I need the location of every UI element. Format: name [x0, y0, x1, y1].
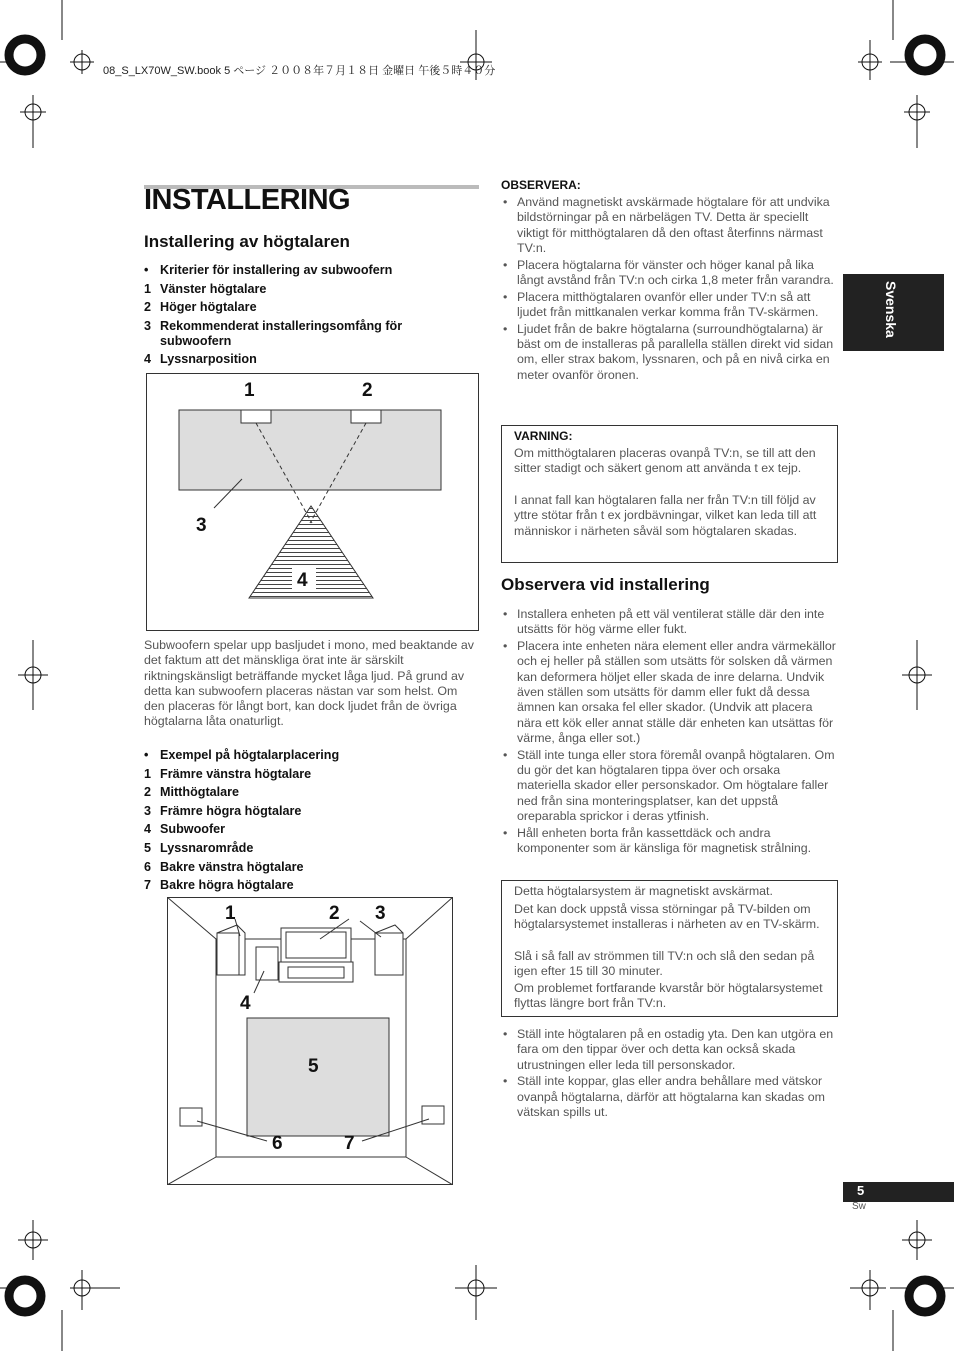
speaker-room-figure [167, 897, 453, 1185]
figure-label: 4 [297, 570, 308, 591]
subwoofer-placement-figure [146, 373, 479, 631]
list-item: 5 Lyssnarområde [144, 840, 254, 855]
list-item: 2 Höger högtalare [144, 300, 257, 315]
figure-label: 3 [375, 903, 386, 924]
warning-text-2: I annat fall kan högtalaren falla ner från TV:n till följd av yttre stötar från t ex jordbävningar, vilket kan leda till att människor i närheten såväl som högtalaren skadas. [514, 493, 817, 538]
list-item: 1 Vänster högtalare [144, 281, 267, 296]
list-item: • Exempel på högtalarplacering [144, 748, 340, 762]
list-item: • Placera mitthögtalaren ovanför eller under TV:n så att ljudet från mittkanalen verkar komma från TV-skärmen. [501, 290, 837, 321]
observera-heading: OBSERVERA: [501, 178, 581, 192]
page-number: 5 [857, 1183, 865, 1198]
figure-label: 3 [196, 515, 207, 536]
figure-label: 2 [362, 380, 373, 401]
page-title: INSTALLERING [144, 184, 351, 216]
figure-label: 6 [272, 1133, 283, 1154]
list-item: 4 Subwoofer [144, 822, 226, 837]
magnetic-note-box [501, 880, 838, 1017]
list-item: • Kriterier för installering av subwoofern [144, 263, 393, 277]
list-item: 3 Rekommenderat installeringsomfång för subwoofern [144, 318, 403, 348]
figure-label: 1 [244, 380, 255, 401]
list-item: 6 Bakre vänstra högtalare [144, 859, 304, 874]
list-item: • Ljudet från de bakre högtalarna (surroundhögtalarna) är bäst om de installeras på parallella ställen direkt vid sidan om, eller strax bakom, lyssnaren, och på en nivå cirka en meter ovanför öronen. [501, 322, 837, 383]
install-precautions-list [501, 607, 837, 858]
speaker-criteria-list [144, 263, 444, 371]
figure-label: 4 [240, 993, 251, 1014]
figure-label: 7 [344, 1133, 355, 1154]
warning-text-1: Om mitthögtalaren placeras ovanpå TV:n, se till att den sitter stadigt och säkert genom att använda t ex tejp. [514, 446, 816, 476]
list-item: • Använd magnetiskt avskärmade högtalare för att undvika bildstörningar på en närbelägen TV. Detta är speciellt viktigt för mitthögtalaren då den oftast återfinns närmast TV:n. [501, 195, 837, 256]
list-item: 4 Lyssnarposition [144, 352, 257, 367]
install-precautions-list-2 [501, 1027, 837, 1122]
list-item: 3 Främre högra högtalare [144, 803, 302, 818]
warning-heading: VARNING: [514, 429, 573, 443]
note-line: Det kan dock uppstå vissa störningar på TV-bilden om högtalarsystemet installeras i närheten av en TV-skärm. [514, 902, 820, 932]
file-header: 08_S_LX70W_SW.book 5 ページ ２００８年７月１８日 金曜日 午後５時４０分 [103, 65, 496, 77]
list-item: • Håll enheten borta från kassettdäck och andra komponenter som är känsliga för magnetisk strålning. [501, 826, 837, 857]
list-item: • Installera enheten på ett väl ventilerat ställe där den inte utsätts för hög värme eller fukt. [501, 607, 837, 638]
section-heading-install: Observera vid installering [501, 575, 710, 594]
observera-list [501, 195, 837, 385]
list-item: • Ställ inte tunga eller stora föremål ovanpå högtalaren. Om du gör det kan högtalaren tippa över och orsaka materiella skador eller personskador. Om högtalare faller ned från sina monteringsplatser, kan det uppstå oreparabla sprickor i deras ytfinish. [501, 748, 837, 824]
placement-example-list [144, 748, 444, 897]
warning-box [501, 425, 838, 563]
note-line: Slå i så fall av strömmen till TV:n och slå den sedan på igen efter 15 till 30 minuter. [514, 949, 815, 979]
section-heading-speaker: Installering av högtalaren [144, 232, 350, 251]
figure-label: 5 [308, 1056, 319, 1077]
page-number-tab [843, 1182, 954, 1202]
note-line: Detta högtalarsystem är magnetiskt avskärmat. [514, 884, 773, 898]
page-language-code: Sw [852, 1201, 866, 1212]
list-item: • Placera högtalarna för vänster och höger kanal på lika långt avstånd från TV:n och cirka 1,8 meter från varandra. [501, 258, 837, 289]
list-item: 2 Mitthögtalare [144, 785, 240, 800]
figure-label: 2 [329, 903, 340, 924]
list-item: • Ställ inte koppar, glas eller andra behållare med vätskor ovanpå högtalarna, därför att högtalarna kan skadas om vätskan spills ut. [501, 1074, 837, 1120]
figure-label: 1 [225, 903, 236, 924]
list-item: • Ställ inte högtalaren på en ostadig yta. Den kan utgöra en fara om den tippar över och detta kan också skada utrustningen eller leda till personskador. [501, 1027, 837, 1073]
note-line: Om problemet fortfarande kvarstår bör högtalarsystemet flyttas längre bort från TV:n. [514, 981, 823, 1011]
list-item: 1 Främre vänstra högtalare [144, 766, 312, 781]
list-item: • Placera inte enheten nära element eller andra värmekällor och ej heller på ställen som utsätts för solsken då värmen kan deformera höljet eller skada de inre delarna. Undvik även ställen som utsätts för damm eller fukt då dessa ämnen kan orsaka fel eller skador. (Undvik att placera nära ett kök eller annat ställe där enheten kan utsättas för värme, ånga eller sot.) [501, 639, 837, 746]
subwoofer-paragraph: Subwoofern spelar upp basljudet i mono, med beaktande av det faktum att det mänskliga örat inte är särskilt riktningskänsligt beträffande mycket låga ljud. På grund av detta kan subwoofern placeras nästan var som helst. Om den placeras för långt bort, kan dock ljudet från de övriga högtalarna låta onaturligt. [144, 638, 474, 729]
language-tab: Svenska [843, 274, 944, 351]
list-item: 7 Bakre högra högtalare [144, 878, 294, 893]
